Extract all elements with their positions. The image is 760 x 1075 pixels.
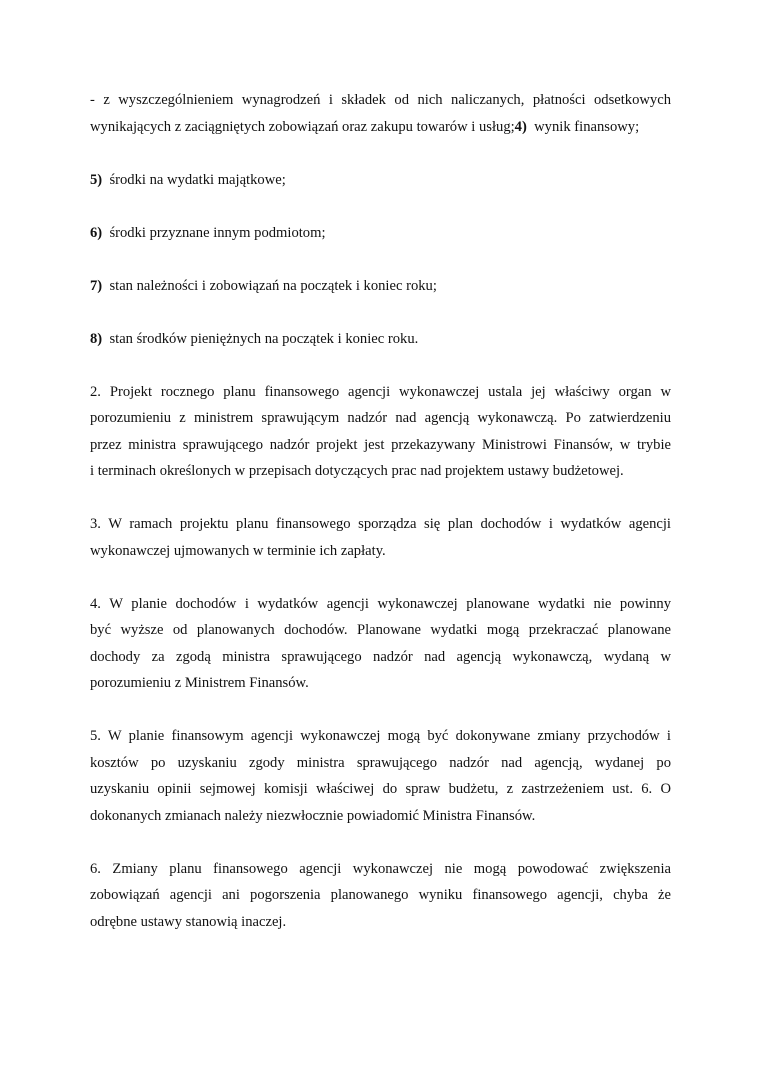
text-span: wynikających z zaciągniętych zobowiązań oraz zakupu towarów i usług; xyxy=(90,118,515,135)
item-text: stan środków pieniężnych na początek i koniec roku. xyxy=(102,330,419,347)
paragraph xyxy=(90,511,671,564)
text-line: 2. Projekt rocznego planu finansowego agencji wykonawczej ustala jej właściwy organ w xyxy=(90,383,671,400)
text-line: porozumieniu z Ministrem Finansów. xyxy=(90,675,309,691)
text-line: być wyższe od planowanych dochodów. Planowane wydatki mogą przekraczać planowane xyxy=(90,622,671,638)
text-line: wykonawczej ujmowanych w terminie ich zapłaty. xyxy=(90,542,386,559)
text-line xyxy=(90,114,671,141)
paragraph xyxy=(90,591,671,697)
text-line xyxy=(90,167,671,194)
item-text: środki na wydatki majątkowe; xyxy=(102,171,286,188)
text-line: - z wyszczególnieniem wynagrodzeń i składek od nich naliczanych, płatności odsetkowych xyxy=(90,92,671,108)
text-span: wynik finansowy; xyxy=(526,118,640,135)
text-line: odrębne ustawy stanowią inaczej. xyxy=(90,913,287,930)
list-item xyxy=(90,220,671,247)
text-line: 6. Zmiany planu finansowego agencji wykonawczej nie mogą powodować zwiększenia xyxy=(90,860,671,877)
text-line: zobowiązań agencji ani pogorszenia planowanego wyniku finansowego agencji, chyba że xyxy=(90,887,671,903)
text-line: kosztów po uzyskaniu zgody ministra sprawującego nadzór nad agencją, wydanej po xyxy=(90,754,671,771)
text-line: i terminach określonych w przepisach dotyczących prac nad projektem ustawy budżetowej. xyxy=(90,463,624,479)
list-item xyxy=(90,273,671,300)
item-number: 6) xyxy=(90,224,103,241)
list-item xyxy=(90,167,671,194)
text-line: 5. W planie finansowym agencji wykonawczej mogą być dokonywane zmiany przychodów i xyxy=(90,728,671,744)
text-line: 3. W ramach projektu planu finansowego sporządza się plan dochodów i wydatków agencji xyxy=(90,516,671,532)
text-line: 4. W planie dochodów i wydatków agencji wykonawczej planowane wydatki nie powinny xyxy=(90,595,671,612)
text-line xyxy=(90,326,671,353)
text-line: dokonanych zmianach należy niezwłocznie powiadomić Ministra Finansów. xyxy=(90,807,536,824)
item-number: 7) xyxy=(90,277,103,294)
text-line: dochody za zgodą ministra sprawującego nadzór nad agencją wykonawczą, wydaną w xyxy=(90,648,671,665)
text-line: porozumieniu z ministrem sprawującym nadzór nad agencją wykonawczą. Po zatwierdzeniu xyxy=(90,410,671,426)
document-page xyxy=(90,87,671,962)
text-line xyxy=(90,273,671,300)
item-text: stan należności i zobowiązań na początek i koniec roku; xyxy=(102,277,437,294)
item-number: 5) xyxy=(90,171,103,188)
item-number: 8) xyxy=(90,330,103,347)
text-line: przez ministra sprawującego nadzór projekt jest przekazywany Ministrowi Finansów, w trybie xyxy=(90,436,671,453)
paragraph xyxy=(90,856,671,936)
text-line: uzyskaniu opinii sejmowej komisji właściwej do spraw budżetu, z zastrzeżeniem ust. 6. O xyxy=(90,781,671,797)
paragraph xyxy=(90,723,671,829)
item-text: środki przyznane innym podmiotom; xyxy=(102,224,326,241)
text-line xyxy=(90,220,671,247)
paragraph xyxy=(90,379,671,485)
intro-paragraph xyxy=(90,87,671,140)
item-number: 4) xyxy=(514,118,527,135)
list-item xyxy=(90,326,671,353)
